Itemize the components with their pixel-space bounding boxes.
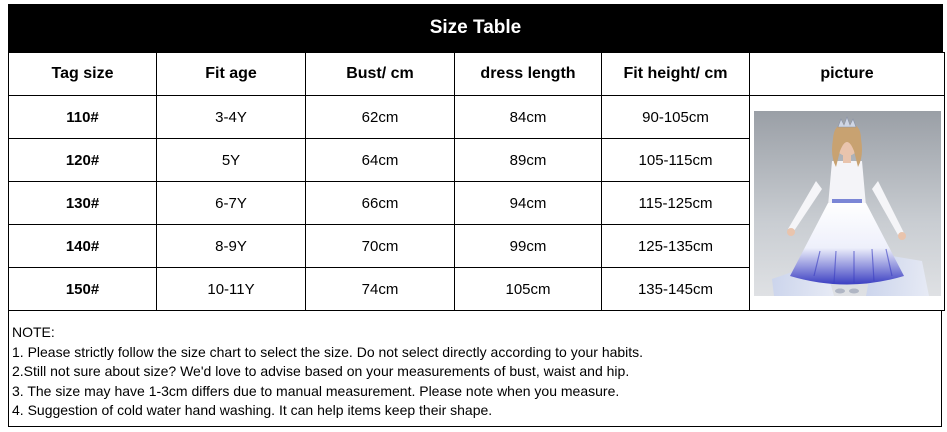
tag-size-cell: 120# <box>9 139 157 182</box>
col-header-picture: picture <box>750 53 945 96</box>
bust-cell: 64cm <box>306 139 455 182</box>
fit-age-cell: 8-9Y <box>157 225 306 268</box>
bust-cell: 74cm <box>306 268 455 311</box>
note-item: 3. The size may have 1-3cm differs due to manual measurement. Please note when you measure. <box>12 382 620 399</box>
dress-length-cell: 89cm <box>455 139 602 182</box>
tag-size-cell: 130# <box>9 182 157 225</box>
col-header-fit-age: Fit age <box>157 53 306 96</box>
table-row <box>9 96 945 139</box>
tag-size-cell: 110# <box>9 96 157 139</box>
fit-height-cell: 115-125cm <box>602 182 750 225</box>
fit-age-cell: 5Y <box>157 139 306 182</box>
col-header-tag-size: Tag size <box>9 53 157 96</box>
size-table <box>8 52 945 311</box>
fit-height-cell: 135-145cm <box>602 268 750 311</box>
notes-box <box>8 310 942 427</box>
col-header-dress-length: dress length <box>455 53 602 96</box>
title-bar <box>8 4 943 52</box>
dress-length-cell: 84cm <box>455 96 602 139</box>
dress-length-cell: 94cm <box>455 182 602 225</box>
dress-length-cell: 105cm <box>455 268 602 311</box>
fit-height-cell: 125-135cm <box>602 225 750 268</box>
bust-cell: 70cm <box>306 225 455 268</box>
note-item: 2.Still not sure about size? We'd love to advise based on your measurements of bust, waist and hip. <box>12 363 630 379</box>
fit-age-cell: 3-4Y <box>157 96 306 139</box>
tag-size-cell: 150# <box>9 268 157 311</box>
picture-cell <box>750 96 945 311</box>
bust-cell: 66cm <box>306 182 455 225</box>
col-header-bust: Bust/ cm <box>306 53 455 96</box>
col-header-fit-height: Fit height/ cm <box>602 53 750 96</box>
header-row <box>9 53 945 96</box>
dress-length-cell: 99cm <box>455 225 602 268</box>
note-item: 1. Please strictly follow the size chart to select the size. Do not select directly according to your habits. <box>12 343 644 360</box>
tag-size-cell: 140# <box>9 225 157 268</box>
fit-age-cell: 6-7Y <box>157 182 306 225</box>
note-item: 4. Suggestion of cold water hand washing. It can help items keep their shape. <box>12 402 493 418</box>
fit-height-cell: 90-105cm <box>602 96 750 139</box>
fit-age-cell: 10-11Y <box>157 268 306 311</box>
bust-cell: 62cm <box>306 96 455 139</box>
dress-photo <box>754 111 941 296</box>
size-chart <box>8 4 943 428</box>
fit-height-cell: 105-115cm <box>602 139 750 182</box>
notes-heading: NOTE: <box>12 324 55 340</box>
page-title: Size Table <box>429 17 522 38</box>
